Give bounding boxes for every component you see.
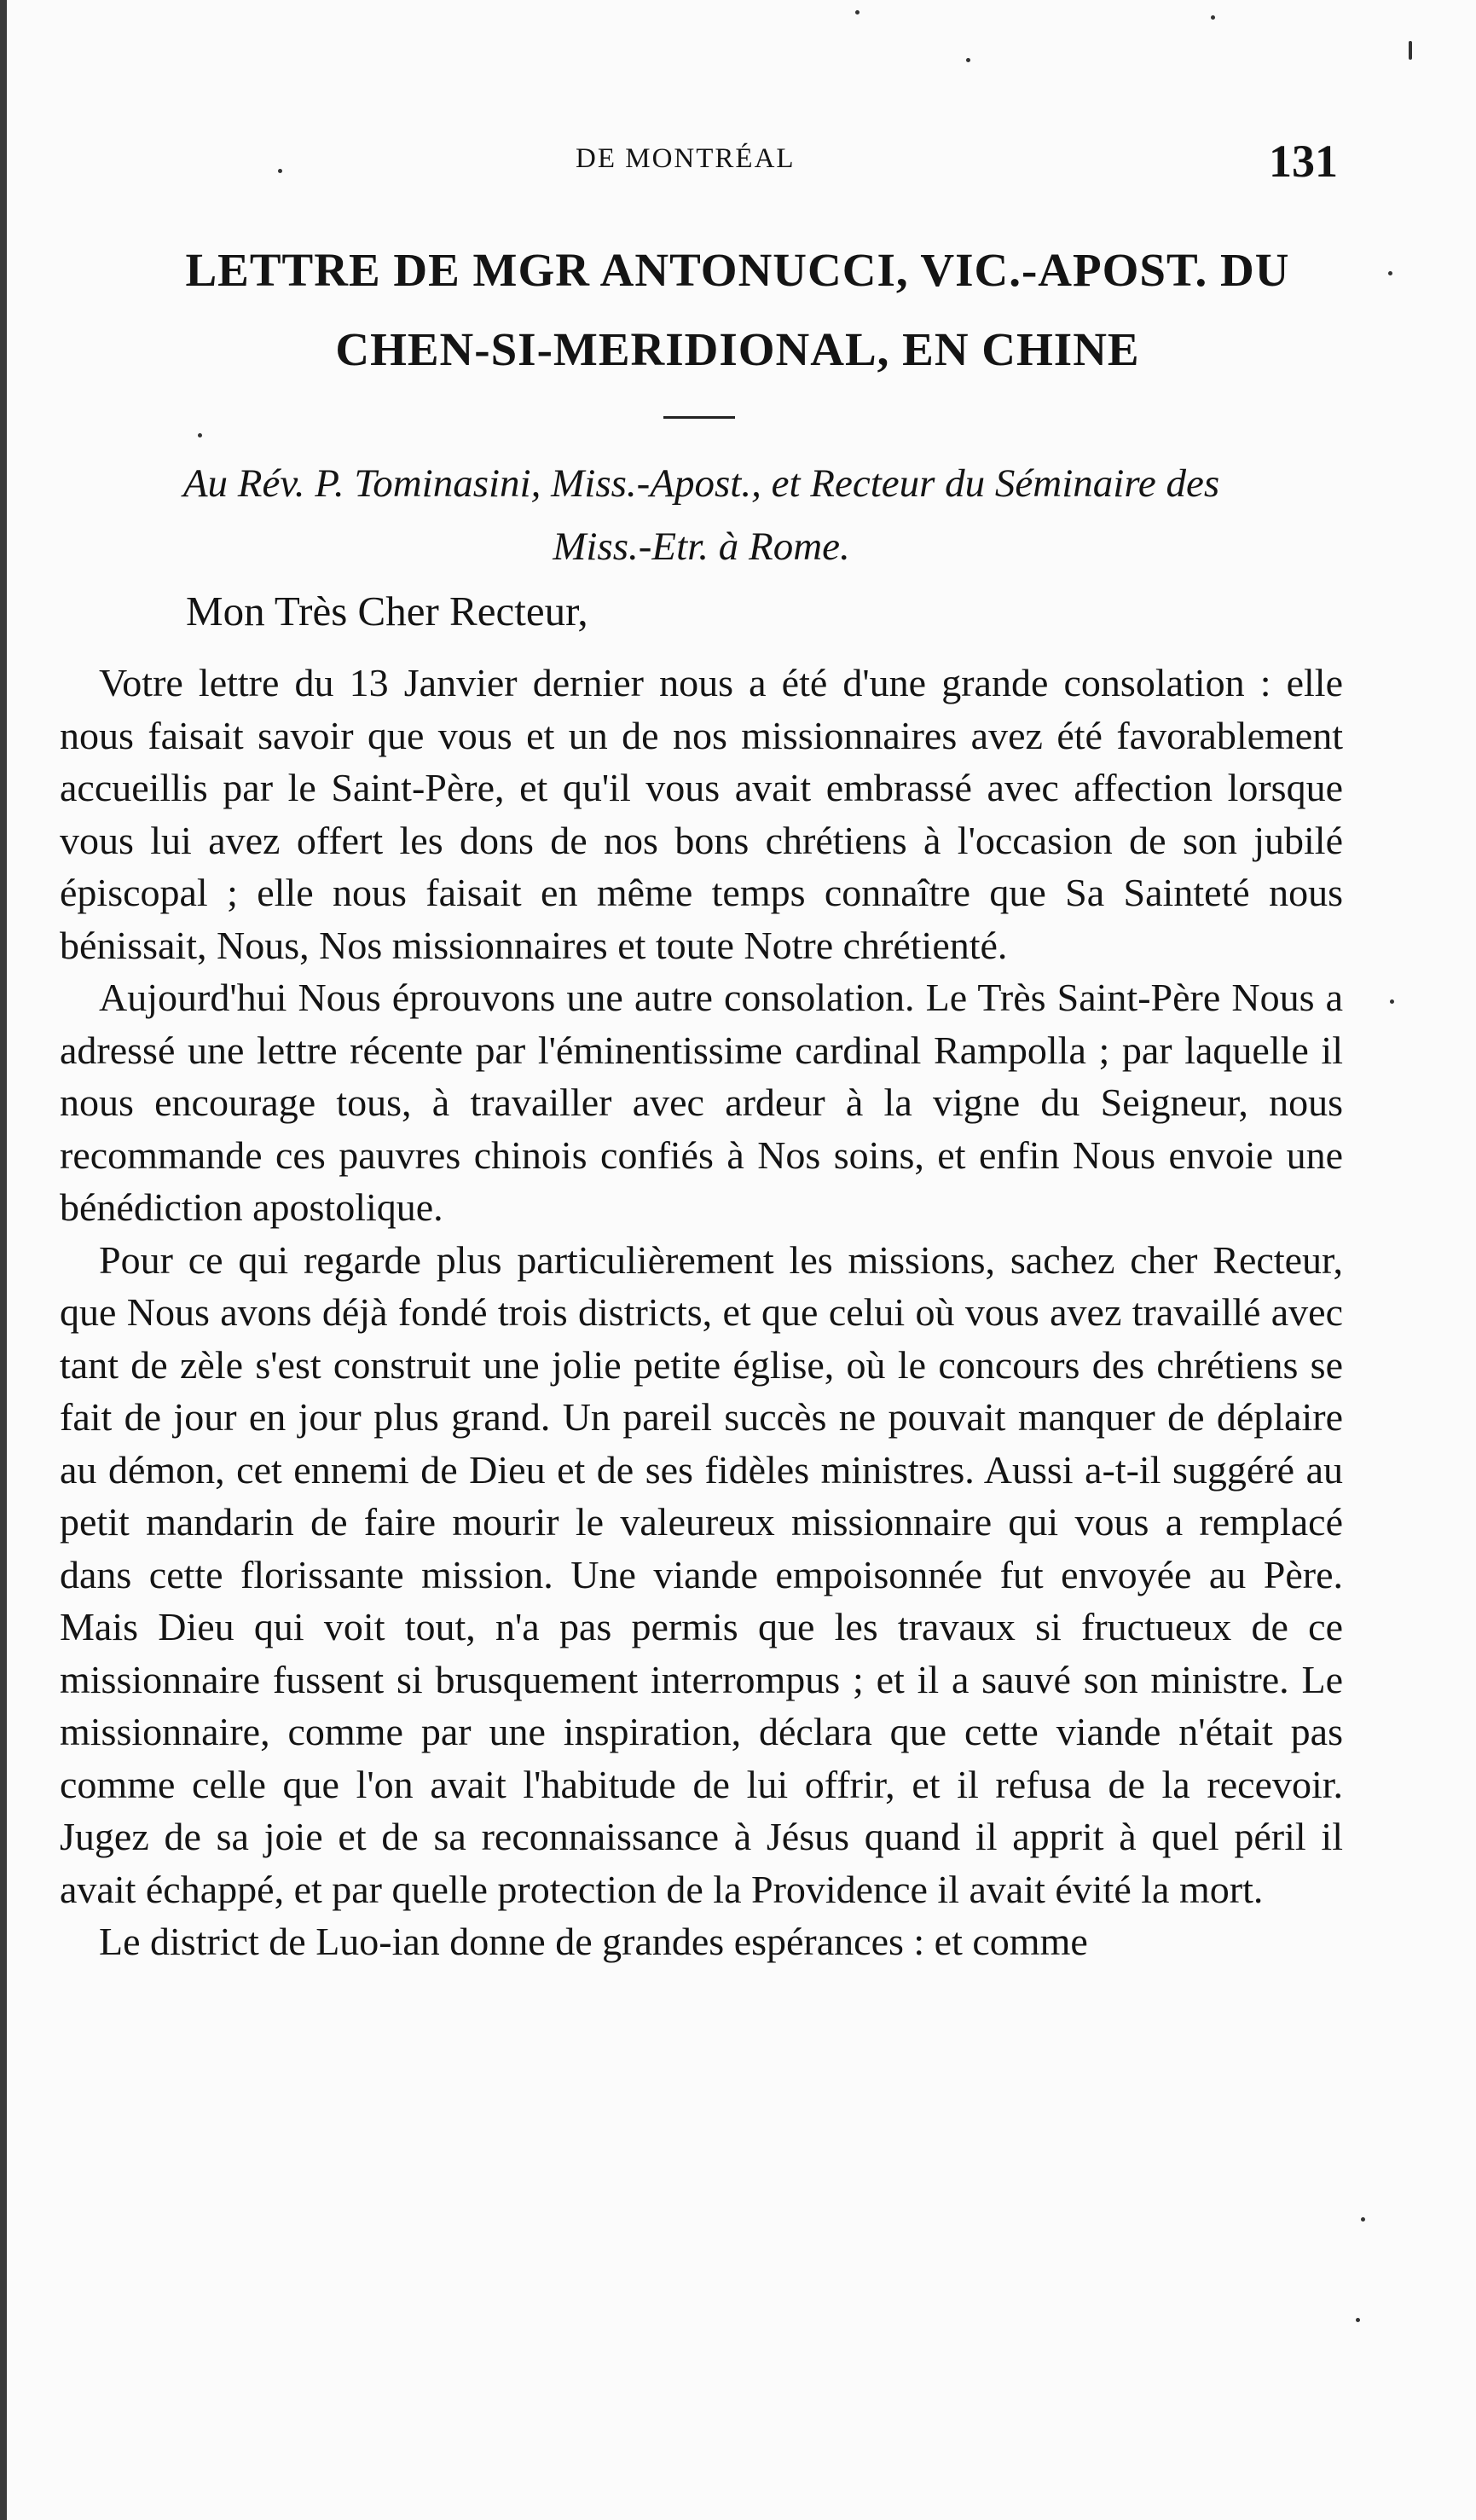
running-title: DE MONTRÉAL: [576, 143, 796, 174]
address-line-1: Au Rév. P. Tominasini, Miss.-Apost., et Recteur du Séminaire des: [182, 461, 1220, 506]
letter-body: [60, 657, 1343, 1968]
scan-speck: [1388, 271, 1392, 275]
scan-speck: [1409, 41, 1412, 60]
letter-title: [51, 230, 1424, 389]
running-head: [0, 135, 1476, 186]
paragraph-4: Le district de Luo-ian donne de grandes espérances : et comme: [99, 1920, 1088, 1963]
paragraph-1: Votre lettre du 13 Janvier dernier nous a été d'une grande consolation : elle nous faisait savoir que vous et un de nos missionnaires avez été favorablement accueillis par le Saint-Père, et qu'il vous avait embrassé avec affection lorsque vous lui avez offert les dons de nos bons chrétiens à l'occasion de son jubilé épiscopal ; elle nous faisait en même temps connaître que Sa Sainteté nous bénissait, Nous, Nos missionnaires et toute Notre chrétienté.: [60, 661, 1343, 967]
scan-speck: [855, 10, 860, 14]
letter-title-line-2: CHEN-SI-MERIDIONAL, EN CHINE: [335, 323, 1140, 375]
scan-speck: [1361, 2217, 1365, 2222]
page-number: 131: [1269, 136, 1338, 187]
paragraph-2: Aujourd'hui Nous éprouvons une autre consolation. Le Très Saint-Père Nous a adressé une lettre récente par l'éminentissime cardinal Rampolla ; par laquelle il nous encourage tous, à travailler avec ardeur à la vigne du Seigneur, nous recommande ces pauvres chinois confiés à Nos soins, et enfin Nous envoie une bénédiction apostolique.: [60, 976, 1343, 1229]
title-separator-rule: [663, 416, 735, 419]
scan-speck: [1211, 15, 1215, 20]
salutation: Mon Très Cher Recteur,: [186, 588, 588, 634]
letter-title-line-1: LETTRE DE MGR ANTONUCCI, VIC.-APOST. DU: [185, 244, 1290, 296]
scan-speck: [966, 58, 970, 62]
scan-speck: [1356, 2318, 1360, 2322]
scan-speck: [278, 169, 282, 173]
scan-speck: [1390, 999, 1394, 1004]
scan-speck: [198, 433, 202, 437]
address-line-2: Miss.-Etr. à Rome.: [553, 524, 850, 569]
paragraph-3: Pour ce qui regarde plus particulièrement les missions, sachez cher Recteur, que Nous avons déjà fondé trois districts, et que celui où vous avez travaillé avec tant de zèle s'est construit une jolie petite église, où le concours des chrétiens se fait de jour en jour plus grand. Un pareil succès ne pouvait manquer de déplaire au démon, cet ennemi de Dieu et de ses fidèles ministres. Aussi a-t-il suggéré au petit mandarin de faire mourir le valeureux missionnaire qui vous a remplacé dans cette florissante mission. Une viande empoisonnée fut envoyée au Père. Mais Dieu qui voit tout, n'a pas permis que les travaux si fructueux de ce missionnaire fussent si brusquement interrompus ; et il a sauvé son ministre. Le missionnaire, comme par une inspiration, déclara que cette viande n'était pas comme celle que l'on avait l'habitude de lui offrir, et il refusa de la recevoir. Jugez de sa joie et de sa reconnaissance à Jésus quand il apprit à quel péril il avait échappé, et par quelle protection de la Providence il avait évité la mort.: [60, 1237, 1343, 1911]
letter-address: [60, 452, 1343, 578]
